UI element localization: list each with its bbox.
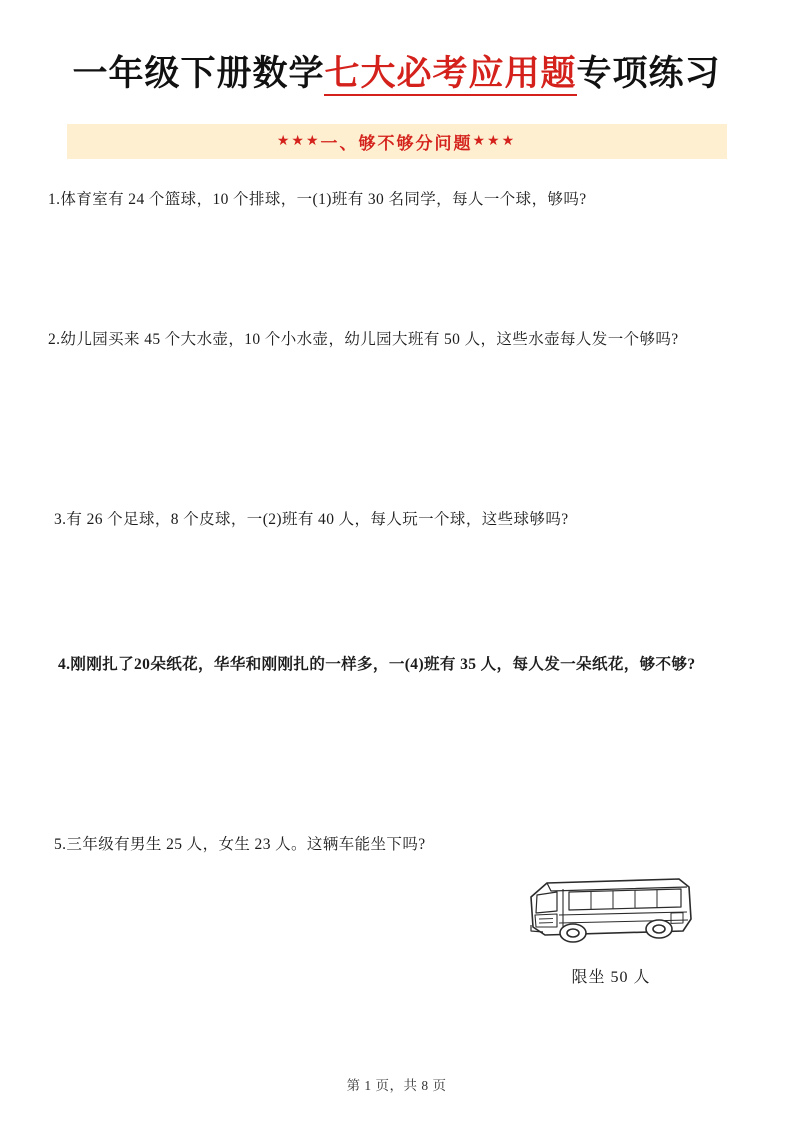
star-right-icon: ★★★ bbox=[472, 134, 517, 149]
problem-item: 4.刚刚扎了20朵纸花，华华和刚刚扎的一样多，一(4)班有 35 人，每人发一朵纸花，够不够? bbox=[58, 656, 696, 673]
section-title: 一、够不够分问题 bbox=[320, 134, 473, 153]
problem-item: 5.三年级有男生 25 人，女生 23 人。这辆车能坐下吗? bbox=[54, 836, 426, 853]
page-footer: 第 1 页，共 8 页 bbox=[346, 1078, 447, 1093]
page-title bbox=[46, 46, 747, 96]
bus-caption: 限坐 50 人 bbox=[571, 969, 651, 986]
page-title-highlight: 七大必考应用题 bbox=[324, 54, 576, 96]
star-left-icon: ★★★ bbox=[276, 134, 321, 149]
problem-item: 2.幼儿园买来 45 个大水壶，10 个小水壶，幼儿园大班有 50 人，这些水壶每人发一个够吗? bbox=[48, 331, 679, 348]
section-banner bbox=[67, 124, 727, 159]
page-title-prefix: 一年级下册数学 bbox=[72, 54, 325, 93]
problem-item: 1.体育室有 24 个篮球，10 个排球，一(1)班有 30 名同学，每人一个球，够吗? bbox=[48, 191, 587, 208]
bus-illustration-wrap bbox=[501, 865, 721, 987]
bus-icon bbox=[511, 865, 711, 951]
page-title-suffix: 专项练习 bbox=[576, 54, 721, 93]
problem-item: 3.有 26 个足球，8 个皮球，一(2)班有 40 人，每人玩一个球，这些球够吗? bbox=[54, 511, 569, 528]
